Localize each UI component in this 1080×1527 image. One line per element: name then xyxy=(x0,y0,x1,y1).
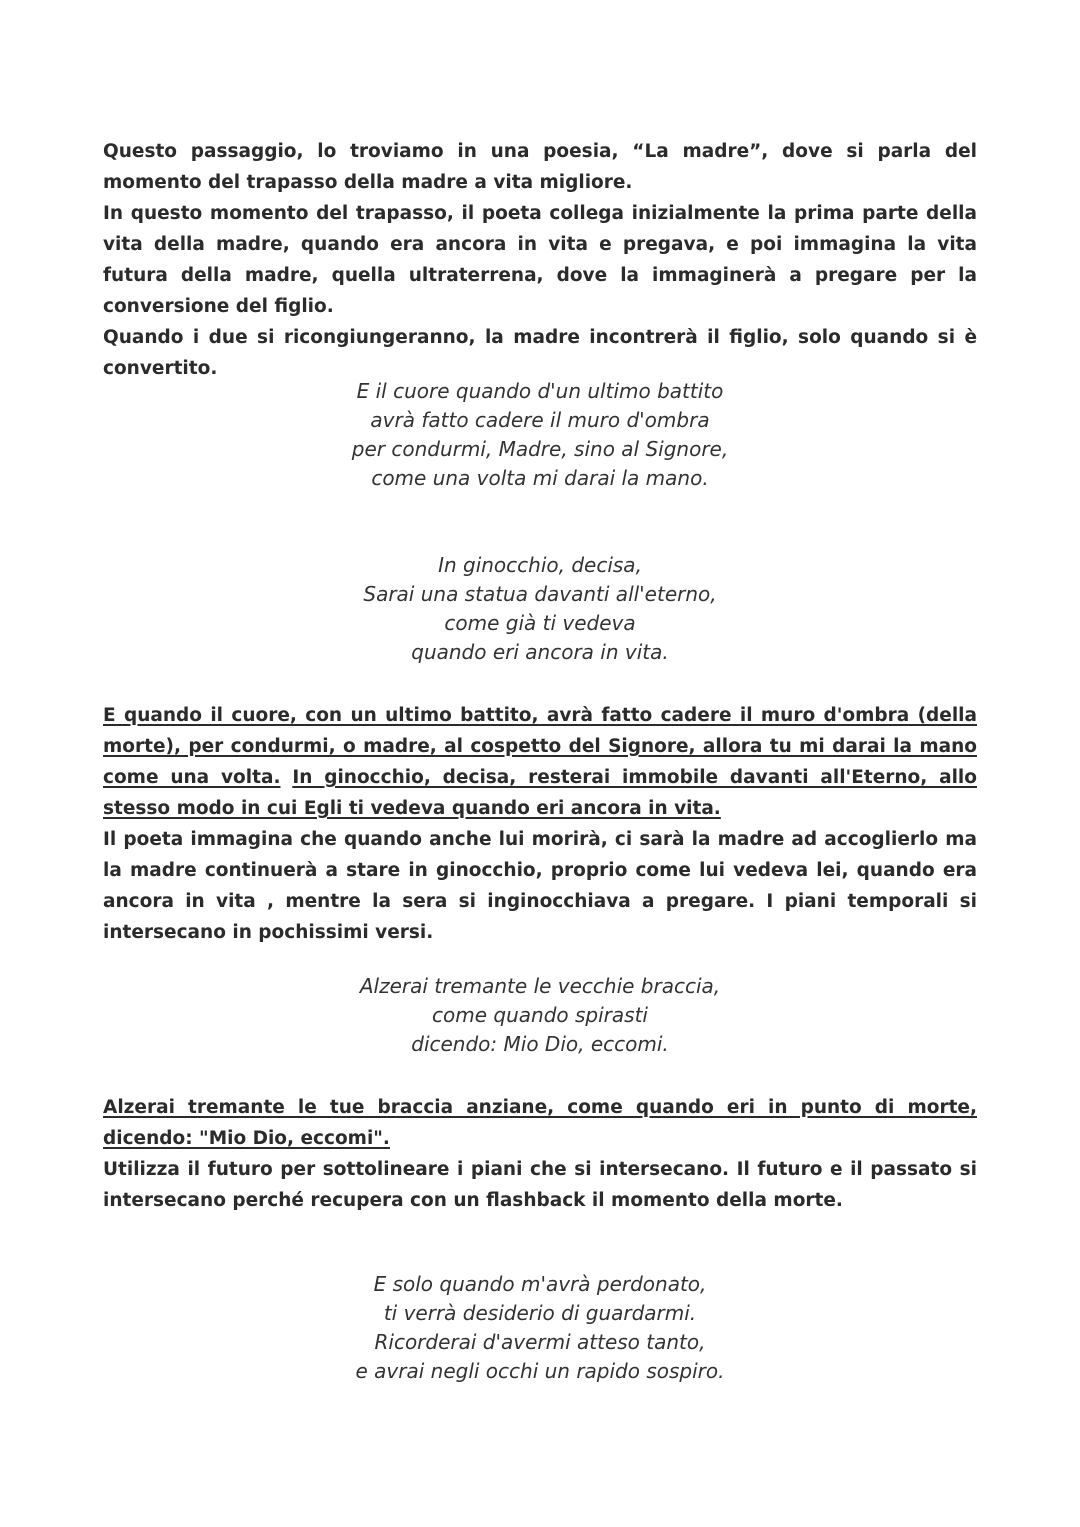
flashback-text-block xyxy=(103,1092,977,1216)
verse-line: Alzerai tremante le vecchie braccia, xyxy=(359,974,721,998)
verse-line: dicendo: Mio Dio, eccomi. xyxy=(411,1032,669,1056)
paragraph-intro: Questo passaggio, lo troviamo in una poesia, “La madre”, dove si parla del momento del trapasso della madre a vita migliore. xyxy=(103,141,977,193)
verse-line: In ginocchio, decisa, xyxy=(438,553,642,577)
paragraph-future-past: Utilizza il futuro per sottolineare i piani che si intersecano. Il futuro e il passato si intersecano perché recupera con un flashback il momento della morte. xyxy=(103,1159,977,1211)
underlined-paraphrase-3: Alzerai tremante le tue braccia anziane, come quando eri in punto di morte, dicendo: "Mio Dio, eccomi". xyxy=(103,1097,977,1149)
verse-line: Sarai una statua davanti all'eterno, xyxy=(363,582,717,606)
verse-line: e avrai negli occhi un rapido sospiro. xyxy=(355,1359,725,1383)
verse-line: per condurmi, Madre, sino al Signore, xyxy=(351,437,729,461)
verse-stanza-4 xyxy=(240,1270,840,1386)
paragraph-ricongiungimento: Quando i due si ricongiungeranno, la madre incontrerà il figlio, solo quando si è convertito. xyxy=(103,327,977,379)
paraphrase-text-block xyxy=(103,700,977,948)
underlined-paraphrase-1: E quando il cuore, con un ultimo battito, avrà fatto cadere il muro d'ombra (della morte), per condurmi, o madre, al cospetto del Signore, allora tu mi darai la mano come una volta. xyxy=(103,705,977,788)
verse-line: E il cuore quando d'un ultimo battito xyxy=(356,379,724,403)
verse-line: quando eri ancora in vita. xyxy=(411,640,669,664)
verse-stanza-1 xyxy=(240,377,840,493)
verse-line: Ricorderai d'avermi atteso tanto, xyxy=(374,1330,706,1354)
verse-line: ti verrà desiderio di guardarmi. xyxy=(383,1301,697,1325)
verse-line: avrà fatto cadere il muro d'ombra xyxy=(370,408,710,432)
verse-line: come una volta mi darai la mano. xyxy=(371,466,709,490)
underlined-paraphrase-2: In ginocchio, decisa, resterai immobile davanti all'Eterno, allo stesso modo in cui Egli ti vedeva quando eri ancora in vita. xyxy=(103,767,977,819)
verse-line: E solo quando m'avrà perdonato, xyxy=(373,1272,707,1296)
paragraph-paraphrase xyxy=(103,700,977,824)
paragraph-paraphrase-arms xyxy=(103,1092,977,1154)
intro-text-block xyxy=(103,136,977,384)
verse-stanza-2 xyxy=(240,551,840,667)
paragraph-trapasso: In questo momento del trapasso, il poeta collega inizialmente la prima parte della vita della madre, quando era ancora in vita e pregava, e poi immagina la vita futura della madre, quella ultraterrena, dove la immaginerà a pregare per la conversione del figlio. xyxy=(103,203,977,317)
verse-line: come già ti vedeva xyxy=(444,611,636,635)
paragraph-commentary: Il poeta immagina che quando anche lui morirà, ci sarà la madre ad accoglierlo ma la madre continuerà a stare in ginocchio, proprio come lui vedeva lei, quando era ancora in vita , mentre la sera si inginocchiava a pregare. I piani temporali si intersecano in pochissimi versi. xyxy=(103,829,977,943)
verse-line: come quando spirasti xyxy=(432,1003,648,1027)
verse-stanza-3 xyxy=(240,972,840,1059)
